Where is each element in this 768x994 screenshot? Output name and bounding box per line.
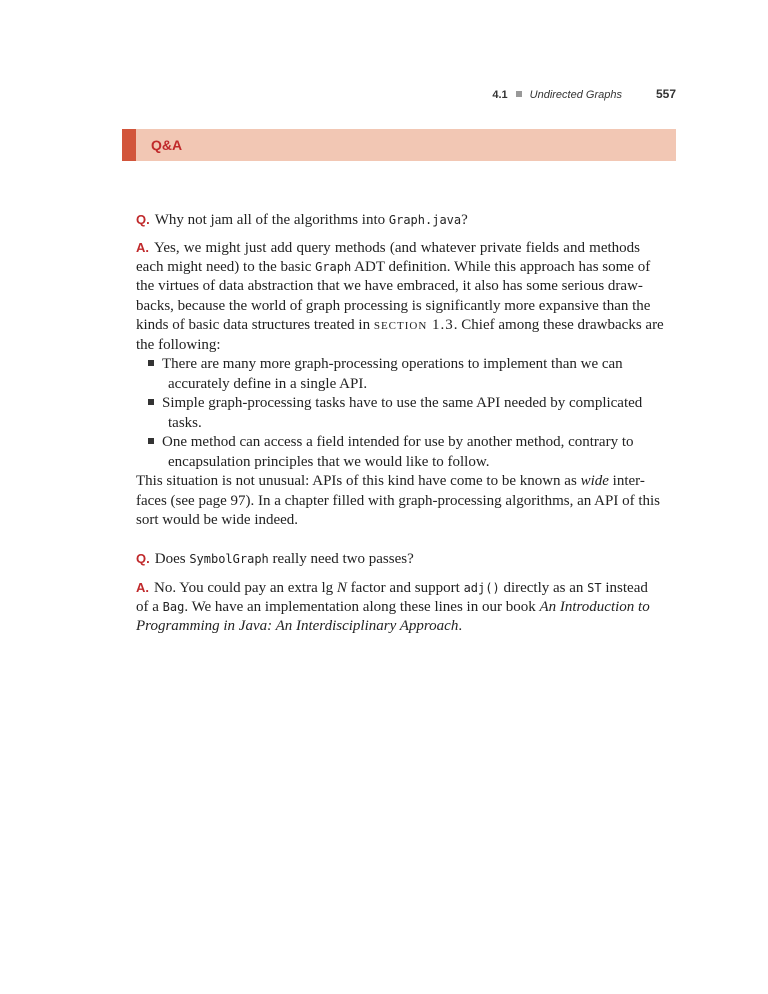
code: Bag bbox=[162, 600, 185, 614]
text: Yes, we might just add query methods (and whatever private fields and methods bbox=[154, 240, 640, 256]
banner-accent bbox=[122, 129, 136, 161]
code: Graph bbox=[315, 260, 352, 274]
book-title: An Introduction to bbox=[539, 599, 650, 615]
answer-1-line bbox=[136, 472, 645, 491]
a-key: A. bbox=[136, 580, 149, 595]
bullet-item bbox=[148, 355, 640, 374]
text: kinds of basic data structures treated in bbox=[136, 317, 374, 333]
text: . We have an implementation along these lines in our book bbox=[184, 599, 540, 615]
page-number: 557 bbox=[655, 87, 676, 101]
text: ? bbox=[461, 212, 468, 228]
text: No. You could pay an extra lg bbox=[154, 580, 337, 596]
section-ref: section 1.3 bbox=[373, 317, 454, 333]
answer-1-line bbox=[136, 316, 664, 335]
bullet-cont: accurately define in a single API. bbox=[168, 376, 368, 392]
book-title: Programming in Java: An Interdisciplinary Approach bbox=[136, 618, 459, 634]
qa-banner bbox=[122, 129, 676, 161]
a-key: A. bbox=[136, 240, 149, 255]
emphasis: wide bbox=[580, 473, 609, 489]
text: directly as an bbox=[499, 580, 588, 596]
answer-1-line: sort would be wide indeed. bbox=[136, 512, 299, 528]
question-2 bbox=[136, 549, 640, 569]
text: One method can access a field intended for use by another method, contrary to bbox=[162, 434, 634, 450]
text: This situation is not unusual: APIs of this kind have come to be known as bbox=[136, 473, 581, 489]
square-bullet-icon bbox=[148, 438, 154, 444]
answer-1-line: faces (see page 97). In a chapter filled with graph-processing algorithms, an API of this bbox=[136, 493, 661, 509]
bullet-cont: tasks. bbox=[168, 415, 202, 431]
text: really need two passes? bbox=[268, 551, 414, 567]
code: ST bbox=[587, 581, 602, 595]
banner-label: Q&A bbox=[151, 137, 183, 153]
bullet-item bbox=[148, 433, 640, 452]
answer-1-line: the virtues of data abstraction that we have embraced, it also has some serious draw- bbox=[136, 278, 643, 294]
answer-1-line: backs, because the world of graph processing is significantly more expansive than the bbox=[136, 298, 651, 314]
bullet-cont: encapsulation principles that we would like to follow. bbox=[168, 454, 490, 470]
q-key: Q. bbox=[136, 551, 150, 566]
section-number: 4.1 bbox=[492, 89, 508, 101]
answer-2-line bbox=[136, 617, 640, 636]
text: ADT definition. While this approach has some of bbox=[351, 259, 651, 275]
answer-2-line bbox=[136, 578, 648, 598]
text: instead bbox=[601, 580, 648, 596]
text: . Chief among these drawbacks are bbox=[453, 317, 664, 333]
bullet-item bbox=[148, 394, 643, 413]
answer-2-line bbox=[136, 598, 650, 617]
running-header bbox=[0, 87, 676, 101]
chapter-title: Undirected Graphs bbox=[529, 89, 622, 101]
q-key: Q. bbox=[136, 212, 150, 227]
text: Does bbox=[154, 551, 190, 567]
answer-1-line bbox=[136, 258, 651, 277]
text: of a bbox=[136, 599, 163, 615]
question-1 bbox=[136, 210, 640, 230]
text: each might need) to the basic bbox=[136, 259, 316, 275]
answer-1-line bbox=[136, 238, 640, 258]
text: There are many more graph-processing operations to implement than we can bbox=[162, 356, 623, 372]
text: Simple graph-processing tasks have to use the same API needed by complicated bbox=[162, 395, 643, 411]
square-bullet-icon bbox=[516, 91, 522, 97]
text: . bbox=[458, 618, 463, 634]
text: Why not jam all of the algorithms into bbox=[154, 212, 389, 228]
text: factor and support bbox=[346, 580, 464, 596]
answer-1-line: the following: bbox=[136, 337, 221, 353]
square-bullet-icon bbox=[148, 399, 154, 405]
code: SymbolGraph bbox=[189, 552, 269, 566]
code: Graph.java bbox=[388, 213, 462, 227]
text: inter- bbox=[608, 473, 645, 489]
square-bullet-icon bbox=[148, 360, 154, 366]
code: adj() bbox=[463, 581, 500, 595]
emphasis: N bbox=[336, 580, 347, 596]
